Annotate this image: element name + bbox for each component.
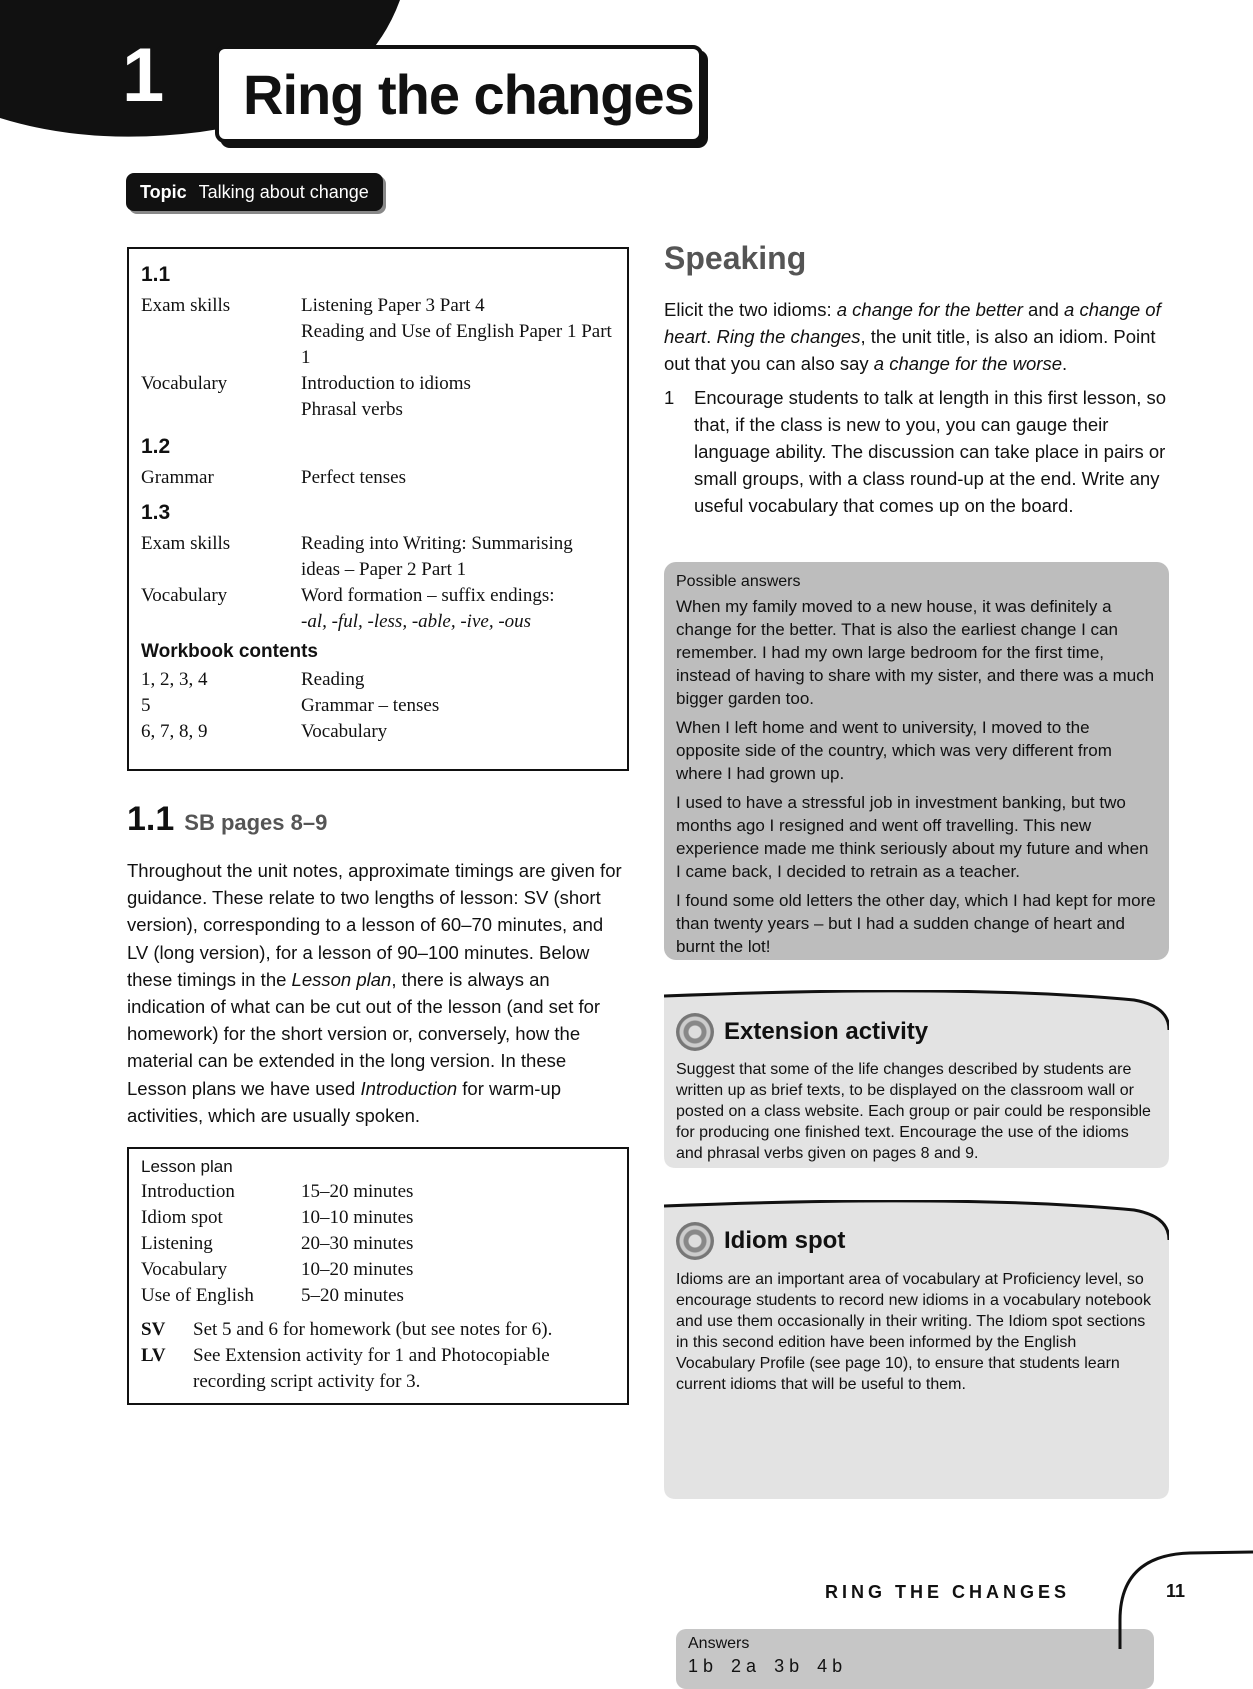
answers-heading: Answers: [688, 1635, 750, 1652]
contents-value: [301, 371, 615, 423]
extension-heading: Extension activity: [724, 1018, 929, 1045]
contents-key: Exam skills: [141, 533, 231, 554]
activity: Use of English: [141, 1285, 254, 1306]
contents-value-line: Phrasal verbs: [301, 399, 403, 420]
timing: 20–30 minutes: [301, 1233, 414, 1254]
contents-key: Exam skills: [141, 295, 231, 316]
speaking-text: .: [1062, 353, 1068, 374]
contents-value: [301, 583, 615, 635]
workbook-topic: Vocabulary: [301, 721, 388, 742]
idiom-spot-text: Idioms are an important area of vocabulary at Proficiency level, so encourage students to record new idioms in a vocabulary notebook and use them occasionally in their writing. The Idiom spot sections in this second edition have been informed by the English Vocabulary Profile (see page 10), to ensure that students learn current idioms that will be useful to them.: [676, 1271, 1151, 1393]
unit-contents-box: [127, 247, 629, 771]
answer-item: 1 b: [688, 1656, 714, 1676]
activity: Introduction: [141, 1181, 235, 1202]
footer-unit-title: RING THE CHANGES: [825, 1582, 1071, 1602]
contents-row: [141, 465, 615, 491]
contents-row: [141, 531, 615, 583]
intro-paragraph: [127, 857, 627, 1129]
topic-pill: [126, 173, 383, 211]
contents-key: Vocabulary: [141, 373, 228, 394]
answer-item: 2 a: [731, 1656, 757, 1676]
contents-value: Perfect tenses: [301, 467, 406, 488]
topic-label: Topic: [140, 181, 187, 202]
answers-list: [688, 1656, 1142, 1677]
workbook-contents-heading: Workbook contents: [141, 641, 318, 662]
task-text: Encourage students to talk at length in this first lesson, so that, if the class is new to you, you can gauge their language ability. The discussion can take place in pairs or small groups, with a class round-up at the end. Write any useful vocabulary that comes up on the board.: [694, 387, 1167, 516]
lesson-plan-row: [141, 1179, 615, 1205]
contents-row: [141, 371, 615, 423]
sv-label: SV: [141, 1319, 166, 1340]
contents-row: [141, 583, 615, 635]
contents-heading-1-1: 1.1: [141, 263, 171, 286]
contents-value-line: Introduction to idioms: [301, 373, 471, 394]
answer-item: 3 b: [774, 1656, 800, 1676]
sv-text: Set 5 and 6 for homework (but see notes for 6).: [193, 1319, 553, 1340]
answer-item: 4 b: [817, 1656, 843, 1676]
lesson-plan-row: [141, 1283, 615, 1309]
speaking-text: , the unit title, is also an idiom. Point out that you can also say: [664, 326, 1156, 374]
contents-key: Grammar: [141, 467, 214, 488]
intro-emphasis: Introduction: [360, 1077, 458, 1099]
answer-paragraph: I found some old letters the other day, which I had kept for more than twenty years – but I had a sudden change of heart and burnt the lot!: [676, 891, 1156, 956]
activity: Listening: [141, 1233, 213, 1254]
contents-value: Reading into Writing: Summarising ideas – Paper 2 Part 1: [301, 533, 573, 580]
activity: Vocabulary: [141, 1259, 228, 1280]
workbook-exercises: 5: [141, 695, 151, 716]
timing: 15–20 minutes: [301, 1181, 414, 1202]
extension-text: Suggest that some of the life changes described by students are written up as brief texts, to be displayed on the classroom wall or posted on a class website. Each group or pair could be responsible for producing one finished text. Encourage the use of the idioms and phrasal verbs given on pages 8 and 9.: [676, 1061, 1151, 1162]
workbook-topic: Grammar – tenses: [301, 695, 440, 716]
intro-emphasis: Lesson plan: [291, 968, 392, 990]
sv-note: [141, 1317, 615, 1343]
section-number: 1.1: [127, 800, 175, 838]
workbook-exercises: 6, 7, 8, 9: [141, 721, 208, 742]
possible-answers-heading: Possible answers: [676, 573, 801, 590]
intro-text: Throughout the unit notes, approximate timings are given for guidance. These relate to two lengths of lesson: SV (short version), corresponding to a lesson of 60–70 minutes, and LV (long version), for a lesson of 90–100 minutes. Below these timings in the: [127, 860, 622, 990]
timing: 10–10 minutes: [301, 1207, 414, 1228]
answer-paragraph: When I left home and went to university, I moved to the opposite side of the country, which was very different from where I had grown up.: [676, 718, 1112, 783]
extension-activity-box: [664, 990, 1169, 1168]
lesson-plan-row: [141, 1205, 615, 1231]
workbook-row: [141, 667, 615, 693]
swirl-icon: [676, 1222, 714, 1260]
chapter-number: 1: [122, 33, 165, 118]
workbook-row: [141, 719, 615, 745]
answers-box: [676, 1629, 1154, 1689]
contents-value-line: Listening Paper 3 Part 4: [301, 295, 485, 316]
lesson-plan-heading: Lesson plan: [141, 1157, 233, 1176]
speaking-intro: [664, 296, 1174, 377]
speaking-heading: Speaking: [664, 240, 807, 276]
chapter-title-box: [215, 45, 703, 143]
contents-heading-1-2: 1.2: [141, 435, 171, 458]
answer-paragraph: When my family moved to a new house, it was definitely a change for the better. That is also the earliest change I can remember. I had my own large bedroom for the first time, instead of having to share with my sister, and there was a much bigger garden too.: [676, 597, 1155, 708]
contents-key: Vocabulary: [141, 585, 228, 606]
contents-value-line: Word formation – suffix endings:: [301, 585, 555, 606]
speaking-text: Elicit the two idioms:: [664, 299, 837, 320]
lesson-plan-row: [141, 1257, 615, 1283]
idiom: a change for the better: [836, 299, 1023, 320]
topic-value: Talking about change: [198, 181, 369, 202]
idiom: a change of heart: [664, 299, 1161, 347]
chapter-title: Ring the changes: [243, 62, 694, 126]
workbook-row: [141, 693, 615, 719]
intro-text: , there is always an indication of what can be cut out of the lesson (and set for homework) for the short version or, conversely, how the material can be extended in the long version. In these Lesson plans we have used: [127, 968, 601, 1099]
idiom: Ring the changes: [716, 326, 861, 347]
contents-heading-1-3: 1.3: [141, 501, 171, 524]
speaking-task-1: [664, 384, 1174, 519]
lv-text: See Extension activity for 1 and Photocopiable recording script activity for 3.: [193, 1345, 550, 1392]
possible-answers-box: [664, 562, 1169, 960]
section-1-1-heading: [127, 800, 327, 839]
task-number: 1: [664, 387, 675, 408]
lesson-plan-box: [127, 1147, 629, 1405]
timing: 5–20 minutes: [301, 1285, 404, 1306]
contents-value: [301, 293, 615, 371]
lesson-plan-row: [141, 1231, 615, 1257]
workbook-exercises: 1, 2, 3, 4: [141, 669, 208, 690]
speaking-text: .: [706, 326, 717, 347]
contents-value-line: Reading and Use of English Paper 1 Part 1: [301, 321, 612, 368]
timing: 10–20 minutes: [301, 1259, 414, 1280]
sb-pages: SB pages 8–9: [184, 810, 328, 835]
lv-label: LV: [141, 1345, 166, 1366]
page-number: 11: [1166, 1581, 1186, 1601]
intro-text: for warm-up activities, which are usually spoken.: [127, 1077, 561, 1126]
speaking-text: and: [1022, 299, 1065, 320]
suffix-list: -al, -ful, -less, -able, -ive, -ous: [301, 611, 532, 632]
idiom-spot-heading: Idiom spot: [724, 1227, 846, 1254]
activity: Idiom spot: [141, 1207, 223, 1228]
lv-note: [141, 1343, 615, 1395]
contents-row: [141, 293, 615, 371]
workbook-topic: Reading: [301, 669, 365, 690]
answer-paragraph: I used to have a stressful job in investment banking, but two months ago I resigned and went off travelling. This new experience made me think seriously about my future and when I came back, I decided to retrain as a teacher.: [676, 793, 1149, 881]
swirl-icon: [676, 1013, 714, 1051]
idiom: a change for the worse: [873, 353, 1062, 374]
